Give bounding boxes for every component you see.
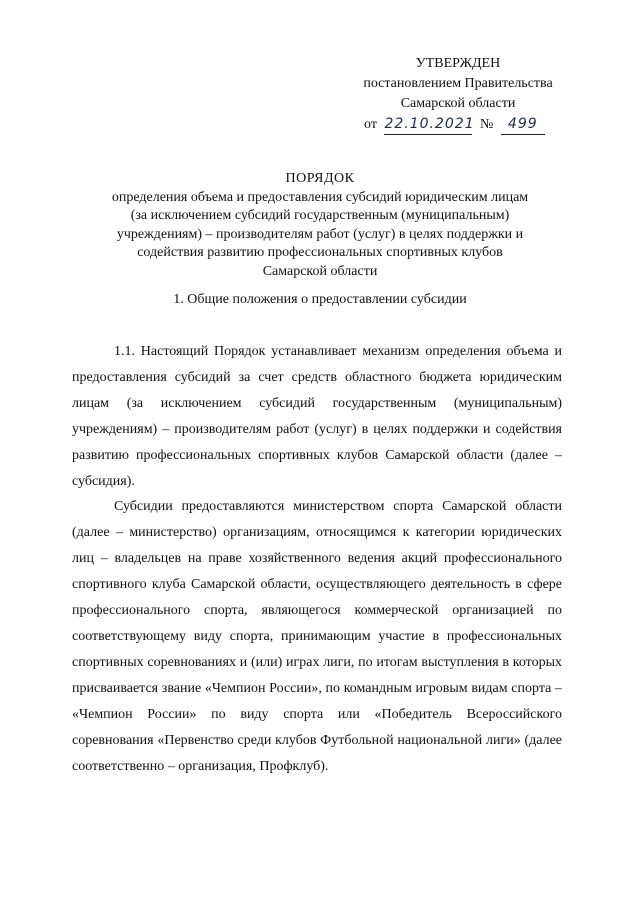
paragraph-subsidies: Субсидии предоставляются министерством спорта Самарской области (далее – министерство) организациям, относящимся к категории юридических лиц – владельцев на праве хозяйственного ведения акций профессионального спортивного клуба Самарской области, осуществляющего деятельность в сфере профессионального спорта, являющегося коммерческой организацией по соответствующему виду спорта, принимающим участие в профессиональных спортивных соревнованиях и (или) играх лиги, по итогам выступления в которых присваивается звание «Чемпион России», по командным игровым видам спорта – «Чемпион России» по виду спорта или «Победитель Всероссийского соревнования «Первенство среди клубов Футбольной национальной лиги» (далее соответственно – организация, Профклуб). <box>72 499 562 774</box>
title-main: ПОРЯДОК <box>285 171 355 186</box>
paragraph-1-1: 1.1. Настоящий Порядок устанавливает механизм определения объема и предоставления субсидий за счет средств областного бюджета юридическим лицам (за исключением субсидий государственным (муниципальным) учреждениям) – производителям работ (услуг) в целях поддержки и содействия развитию профессиональных спортивных клубов Самарской области (далее – субсидия). <box>72 344 562 489</box>
title-line: учреждениям) – производителям работ (услуг) в целях поддержки и <box>116 226 524 242</box>
title-line: (за исключением субсидий государственным (муниципальным) <box>130 208 510 223</box>
number-label: № <box>479 117 494 132</box>
title-line: Самарской области <box>262 263 378 279</box>
approved-label: УТВЕРЖДЕН <box>415 56 501 71</box>
approved-by: постановлением Правительства <box>363 76 553 91</box>
handwritten-number: 499 <box>501 114 545 135</box>
approval-date-line <box>338 114 578 135</box>
section-heading: 1. Общие положения о предоставлении субсидии <box>173 292 467 307</box>
approved-region: Самарской области <box>400 96 516 111</box>
title-line: определения объема и предоставления субсидий юридическим лицам <box>111 189 529 205</box>
title-line: содействия развитию профессиональных спортивных клубов <box>137 245 503 260</box>
document-title <box>60 170 580 281</box>
from-label: от <box>364 117 377 132</box>
approval-stamp <box>338 54 578 135</box>
handwritten-date: 22.10.2021 <box>384 114 472 135</box>
document-body <box>72 339 562 779</box>
